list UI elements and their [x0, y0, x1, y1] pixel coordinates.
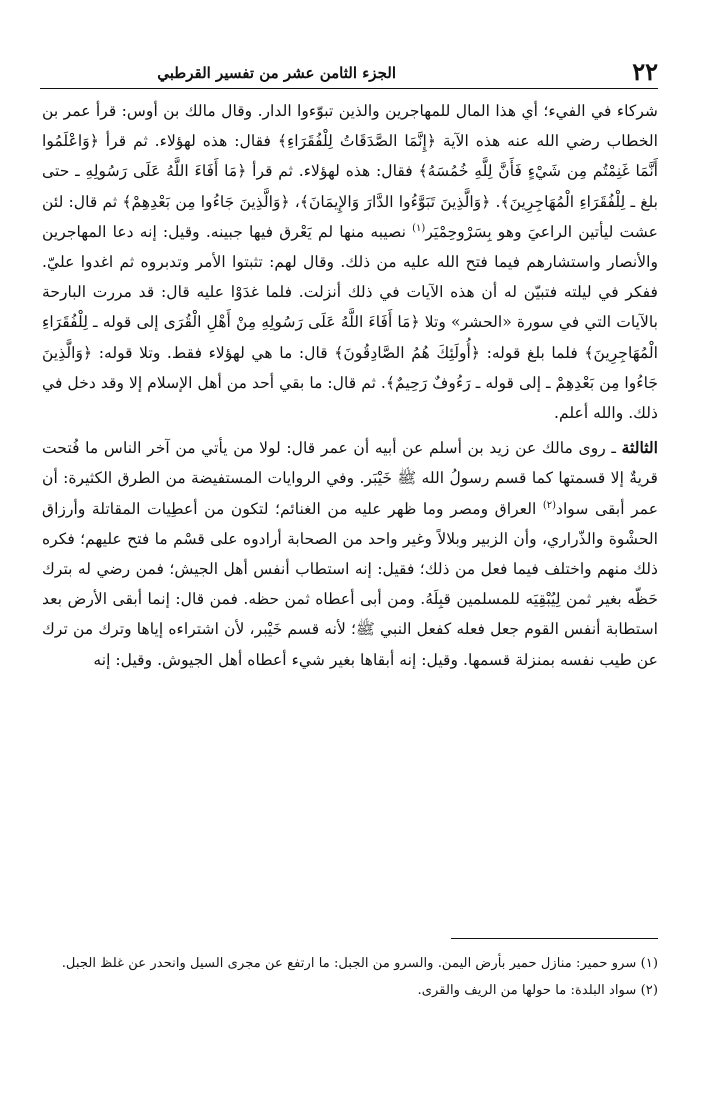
footnote-1: (١) سرو حمير: منازل حمير بأرض اليمن. والسرو من الجبل: ما ارتفع عن مجرى السيل وانحدر عن غلظ الجبل.	[61, 956, 658, 971]
page-header	[40, 58, 658, 89]
paragraph-2-text: ـ روى مالك عن زيد بن أسلم عن أبيه أن عمر قال: لولا من يأتي من آخر الناس ما فُتحت قريةٌ إلا قسمتها كما قسم رسولُ الله ﷺ خَيْبَر. وفي الروايات المستفيضة من الطرق الكثيرة: أن عمر أبقى سواد	[42, 439, 658, 518]
footnote-marker-2: (٢)	[542, 499, 557, 511]
footnote-2: (٢) سواد البلدة: ما حولها من الريف والقرى.	[417, 983, 658, 998]
footnotes	[42, 950, 658, 1004]
paragraph-2	[42, 433, 658, 675]
running-title: الجزء الثامن عشر من تفسير القرطبي	[157, 64, 396, 82]
page-number: ٢٢	[632, 57, 658, 86]
paragraph-1-text: شركاء في الفيء؛ أي هذا المال للمهاجرين والذين تبوّءوا الدار. وقال مالك بن أوس: قرأ عمر بن الخطاب رضي الله عنه هذه الآية ﴿إِنَّمَا الصَّدَقَاتُ لِلْفُقَرَاءِ﴾ فقال: هذه لهؤلاء. ثم قرأ ﴿وَاعْلَمُوا أَنَّمَا غَنِمْتُم مِن شَيْءٍ فَأَنَّ لِلَّهِ خُمُسَهُ﴾ فقال: هذه لهؤلاء. ثم قرأ ﴿مَا أَفَاءَ اللَّهُ عَلَى رَسُولِهِ ـ حتى بلغ ـ لِلْفُقَرَاءِ الْمُهَاجِرِينَ﴾. ﴿وَالَّذِينَ تَبَوَّءُوا الدَّارَ وَالإِيمَانَ﴾، ﴿وَالَّذِينَ جَاءُوا مِن بَعْدِهِمْ﴾ ثم قال: لئن عشت ليأتين الراعيَ وهو بِسَرْوحِمْيَر	[42, 102, 658, 241]
paragraph-1-continued: نصيبه منها لم يَعْرق فيها جبينه. وقيل: إنه دعا المهاجرين والأنصار واستشارهم فيما فتح الله عليه من ذلك. وقال لهم: تثبتوا الأمر وتدبروه ثم اغدوا عليّ. ففكر في ليلته فتبيّن له أن هذه الآيات في ذلك أنزلت. فلما غدَوْا عليه قال: قد مررت البارحة بالآيات التي في سورة «الحشر» وتلا ﴿مَا أَفَاءَ اللَّهُ عَلَى رَسُولِهِ مِنْ أَهْلِ الْقُرَى إلى قوله ـ لِلْفُقَرَاءِ الْمُهَاجِرِينَ﴾ فلما بلغ قوله: ﴿أُولَئِكَ هُمُ الصَّادِقُونَ﴾ قال: ما هي لهؤلاء فقط. وتلا قوله: ﴿وَالَّذِينَ جَاءُوا مِن بَعْدِهِمْ ـ إلى قوله ـ رَءُوفٌ رَحِيمٌ﴾. ثم قال: ما بقي أحد من أهل الإسلام إلا وقد دخل في ذلك. والله أعلم.	[42, 222, 658, 423]
main-text	[42, 96, 658, 675]
footnote-separator	[451, 938, 658, 939]
paragraph-2-heading: الثالثة	[621, 438, 658, 458]
paragraph-1	[42, 96, 658, 428]
footnote-marker-1: (١)	[412, 222, 426, 234]
paragraph-2-continued: العراق ومصر وما ظهر عليه من الغنائم؛ لتكون من أعطِيات المقاتلة وأرزاق الحشْوة والذّراري، وأن الزبير وبلالاً وغير واحد من الصحابة أرادوه على قسْم ما فتح عليهم؛ فكره ذلك منهم واختلف فيما فعل من ذلك؛ فقيل: إنه استطاب أنفس أهل الجيش؛ فمن رضي له بترك حَظّه بغير ثمن لِيُبْقِيَه للمسلمين قبِلَهُ. ومن أبى أعطاه ثمن حظه. فمن قال: إنما أبقى الأرض بعد استطابة أنفس القوم جعل فعله كفعل النبي ﷺ؛ لأنه قسم خَيْبر، لأن اشتراءه إياها وترك من ترك عن طيب نفسه بمنزلة قسمها. وقيل: إنه أبقاها بغير شيء أعطاه أهل الجيوش. وقيل: إنه	[42, 499, 658, 669]
